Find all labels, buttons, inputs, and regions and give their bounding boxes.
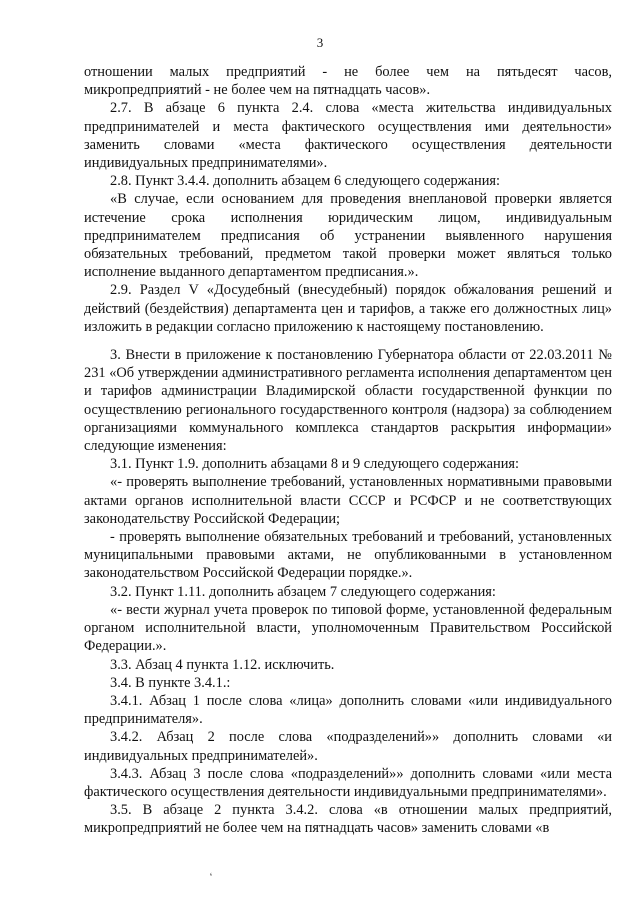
paragraph-3-4: 3.4. В пункте 3.4.1.: bbox=[110, 674, 231, 691]
paragraph-3-3: 3.3. Абзац 4 пункта 1.12. исключить. bbox=[110, 656, 335, 673]
paragraph-3-4-3: 3.4.3. Абзац 3 после слова «подразделений»» дополнить словами «или места фактического осуществления деятельности индивидуальными предпринимателями». bbox=[84, 765, 612, 800]
paragraph-3-2: 3.2. Пункт 1.11. дополнить абзацем 7 следующего содержания: bbox=[110, 583, 496, 600]
paragraph-3-1-item-2: - проверять выполнение обязательных требований и требований, установленных муниципальными правовыми актами, не опубликованными в установленном законодательством Российской Федерации порядке.». bbox=[84, 529, 612, 582]
paragraph-2-8-quote: «В случае, если основанием для проведения внеплановой проверки является истечение срока исполнения юридическим лицом, индивидуальным предпринимателем предписания об устранении выявленного нарушения обязательных требований, предметом такой проверки может являться только исполнение выданного департаментом предписания.». bbox=[84, 191, 612, 281]
document-body bbox=[84, 63, 612, 838]
paragraph-3-4-2: 3.4.2. Абзац 2 после слова «подразделений»» дополнить словами «и индивидуальных предпринимателей». bbox=[84, 729, 612, 764]
paragraph-3-2-quote: «- вести журнал учета проверок по типовой форме, установленной федеральным органом исполнительной власти, уполномоченным Правительством Российской Федерации.». bbox=[84, 601, 612, 655]
paragraph-2-9: 2.9. Раздел V «Досудебный (внесудебный) порядок обжалования решений и действий (бездействия) департамента цен и тарифов, а также его должностных лиц» изложить в редакции согласно приложению к настоящему постановлению. bbox=[84, 282, 612, 335]
paragraph-3: 3. Внести в приложение к постановлению Губернатора области от 22.03.2011 № 231 «Об утверждении административного регламента исполнения департаментом цен и тарифов администрации Владимирской области государственной функции по осуществлению регионального государственного контроля (надзора) за соблюдением организациями коммунального комплекса стандартов раскрытия информации» следующие изменения: bbox=[84, 347, 612, 455]
page-number: 3 bbox=[316, 35, 324, 50]
paragraph-continuation: отношении малых предприятий - не более чем на пятьдесят часов, микропредприятий - не более чем на пятнадцать часов». bbox=[84, 64, 612, 99]
paragraph-2-7: 2.7. В абзаце 6 пункта 2.4. слова «места жительства индивидуальных предпринимателей и места фактического осуществления ими деятельности» заменить словами «места фактического осуществления деятельности индивидуальных предпринимателями». bbox=[84, 100, 612, 172]
paragraph-3-4-1: 3.4.1. Абзац 1 после слова «лица» дополнить словами «или индивидуального предпринимателя». bbox=[84, 692, 612, 728]
paragraph-3-1-item-1: «- проверять выполнение требований, установленных нормативными правовыми актами органов исполнительной власти СССР и РСФСР и не соответствующих законодательству Российской Федерации; bbox=[84, 474, 612, 527]
paragraph-2-8: 2.8. Пункт 3.4.4. дополнить абзацем 6 следующего содержания: bbox=[110, 173, 501, 190]
paragraph-3-1: 3.1. Пункт 1.9. дополнить абзацами 8 и 9 следующего содержания: bbox=[110, 456, 520, 473]
paragraph-3-5: 3.5. В абзаце 2 пункта 3.4.2. слова «в отношении малых предприятий, микропредприятий не более чем на пятнадцать часов» заменить словами «в bbox=[84, 802, 612, 837]
margin-mark: ʻ bbox=[208, 870, 216, 884]
